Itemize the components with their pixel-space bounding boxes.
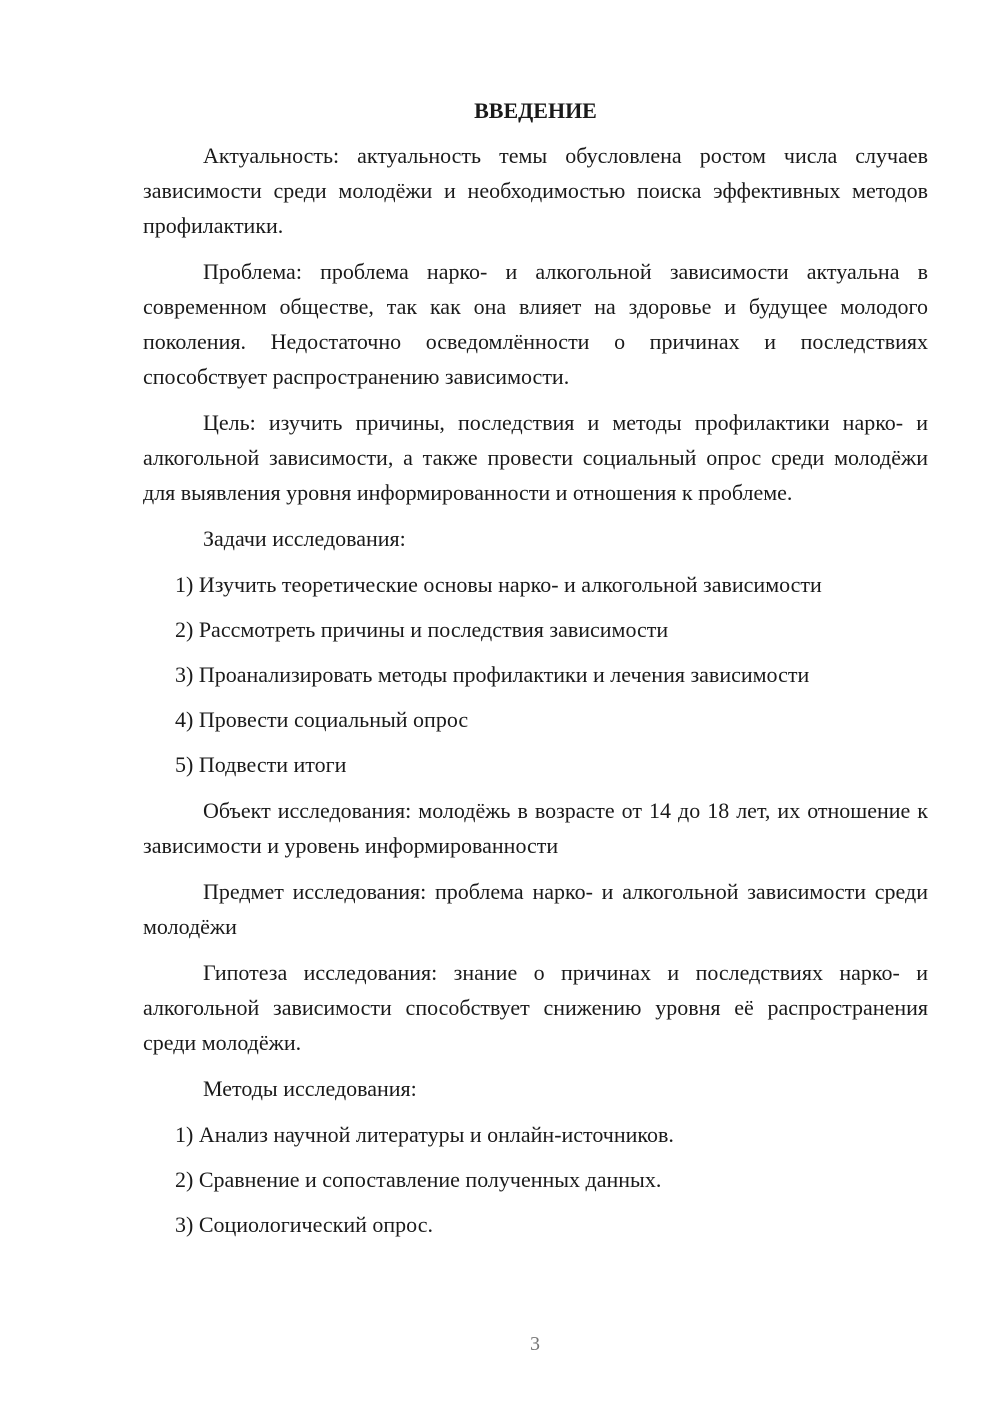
methods-list — [143, 1117, 928, 1242]
list-item: 3) Проанализировать методы профилактики и лечения зависимости — [175, 662, 810, 687]
list-item: 2) Сравнение и сопоставление полученных данных. — [175, 1167, 662, 1192]
list-item: 5) Подвести итоги — [175, 752, 347, 777]
list-item: 3) Социологический опрос. — [175, 1212, 433, 1237]
section-title: ВВЕДЕНИЕ — [474, 98, 597, 123]
relevance-paragraph: Актуальность: актуальность темы обусловлена ростом числа случаев зависимости среди молодёжи и необходимостью поиска эффективных методов профилактики. — [143, 143, 928, 238]
problem-paragraph: Проблема: проблема нарко- и алкогольной зависимости актуальна в современном обществе, так как она влияет на здоровье и будущее молодого поколения. Недостаточно осведомлённости о причинах и последствиях способствует распространению зависимости. — [143, 259, 928, 389]
list-item: 1) Изучить теоретические основы нарко- и алкогольной зависимости — [175, 572, 822, 597]
methods-heading: Методы исследования: — [203, 1076, 417, 1101]
hypothesis-paragraph: Гипотеза исследования: знание о причинах и последствиях нарко- и алкогольной зависимости способствует снижению уровня её распространения среди молодёжи. — [143, 960, 928, 1055]
goal-paragraph: Цель: изучить причины, последствия и методы профилактики нарко- и алкогольной зависимости, а также провести социальный опрос среди молодёжи для выявления уровня информированности и отношения к проблеме. — [143, 410, 928, 505]
list-item: 1) Анализ научной литературы и онлайн-источников. — [175, 1122, 674, 1147]
list-item: 2) Рассмотреть причины и последствия зависимости — [175, 617, 669, 642]
tasks-heading: Задачи исследования: — [203, 526, 406, 551]
tasks-list — [143, 567, 928, 782]
list-item: 4) Провести социальный опрос — [175, 707, 469, 732]
object-paragraph: Объект исследования: молодёжь в возрасте от 14 до 18 лет, их отношение к зависимости и уровень информированности — [143, 798, 928, 858]
page-number: 3 — [530, 1333, 540, 1355]
document-page — [143, 95, 928, 1253]
subject-paragraph: Предмет исследования: проблема нарко- и алкогольной зависимости среди молодёжи — [143, 879, 928, 939]
